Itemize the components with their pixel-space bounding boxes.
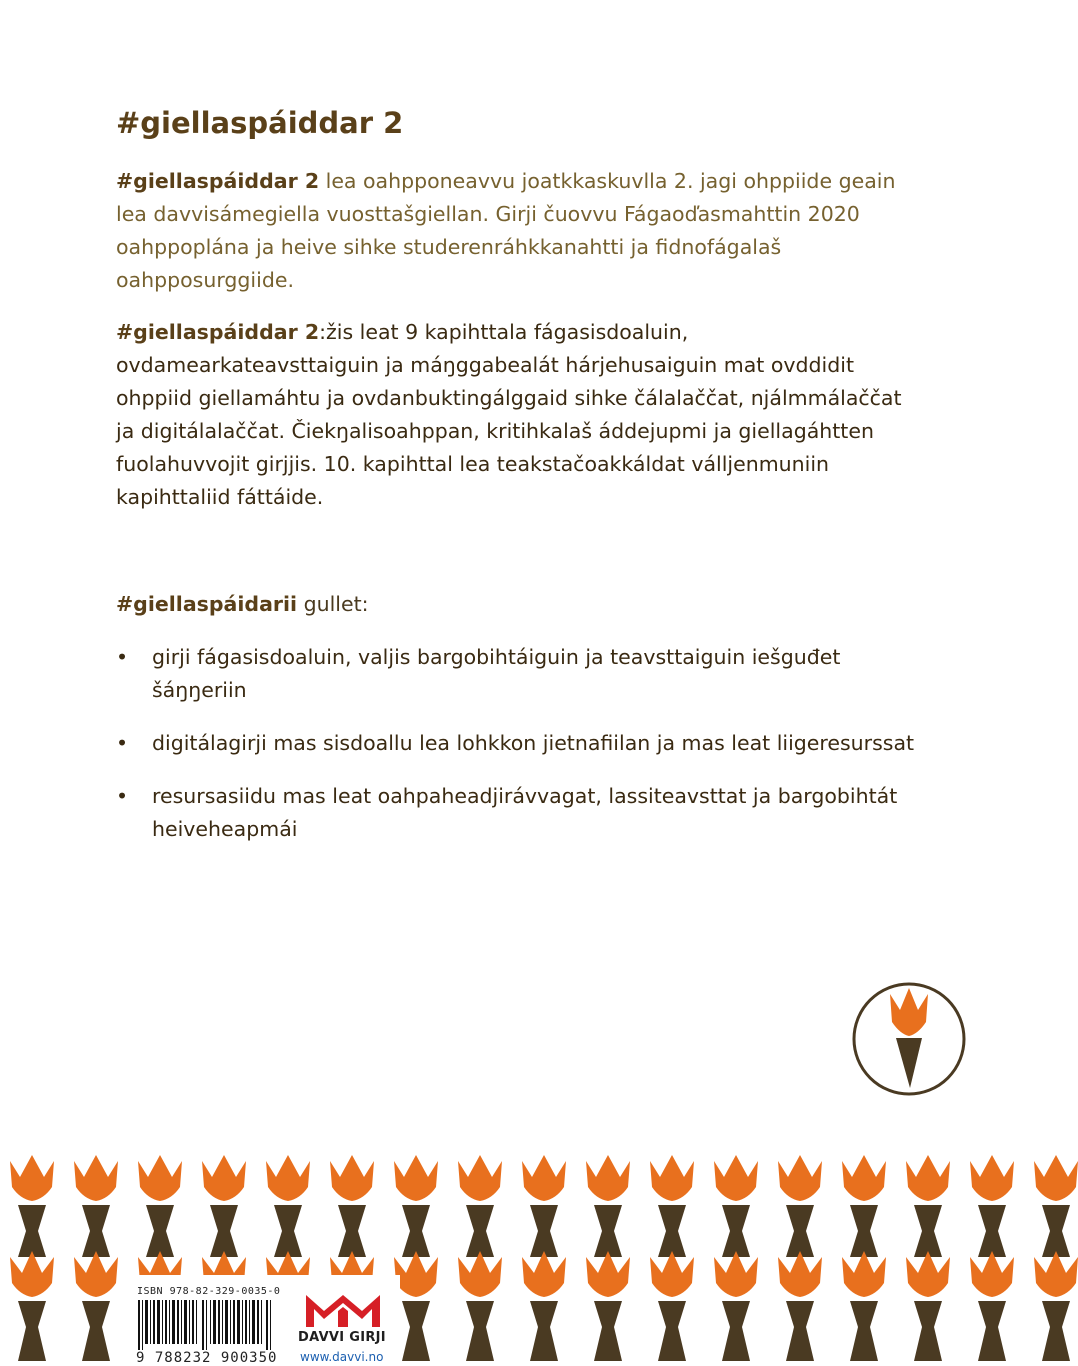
list-item-text: digitálagirji mas sisdoallu lea lohkkon jietnafiilan ja mas leat liigeresurssat <box>152 731 915 755</box>
contents-bold-title: #giellaspáiddar 2 <box>116 320 320 344</box>
list-item <box>116 727 916 760</box>
list-item <box>116 641 916 707</box>
series-bold-title: #giellaspáidarii <box>116 592 298 616</box>
list-item <box>116 780 916 846</box>
publisher-url[interactable]: www.davvi.no <box>300 1350 384 1364</box>
intro-text: lea oahpponeavvu joatkkaskuvlla 2. jagi ohppiide geain lea davvisámegiella vuosttašgiellan. Girji čuovvu Fágaoďasmahttin 2020 oahppoplána ja heive sihke studerenráhkkanahtti ja fidnofágalaš oahpposurggiide. <box>116 169 896 292</box>
component-list <box>116 641 916 866</box>
publisher-name: DAVVI GIRJI <box>298 1330 386 1345</box>
intro-paragraph <box>116 165 916 297</box>
list-item-text: resursasiidu mas leat oahpaheadjirávvagat, lassiteavsttat ja bargobihtát heiveheapmái <box>152 784 898 841</box>
bullet-icon: • <box>116 645 129 669</box>
contents-text: :žis leat 9 kapihttala fágasisdoaluin, ovdamearkateavsttaiguin ja máŋggabealát hárjehusaiguin mat ovddidit ohppiid giellamáhtu ja ovdanbuktingálggaid sihke čálalaččat, njálmmálaččat ja digitálalaččat. Čiekŋalisoahppan, kritihkalaš áddejupmi ja giellagáhtten fuolahuvvojit girjjis. 10. kapihttal lea teakstačoakkáldat válljenmuniin kapihttaliid fáttáide. <box>116 320 902 509</box>
list-item-text: girji fágasisdoaluin, valjis bargobihtáiguin ja teavsttaiguin iešguđet šáŋŋeriin <box>152 645 841 702</box>
bullet-icon: • <box>116 731 129 755</box>
barcode-panel <box>122 1275 400 1366</box>
bullet-icon: • <box>116 784 129 808</box>
page-title: #giellaspáiddar 2 <box>116 106 404 140</box>
series-intro-text: gullet: <box>297 592 369 616</box>
barcode-number: 9 788232 900350 <box>136 1350 278 1366</box>
contents-paragraph <box>116 316 916 514</box>
isbn-text: ISBN 978-82-329-0035-0 <box>137 1286 281 1297</box>
series-intro <box>116 588 916 621</box>
barcode-icon <box>136 1300 276 1350</box>
davvi-girji-logo <box>300 1289 386 1329</box>
intro-bold-title: #giellaspáiddar 2 <box>116 169 320 193</box>
flame-torch-icon <box>850 980 968 1098</box>
